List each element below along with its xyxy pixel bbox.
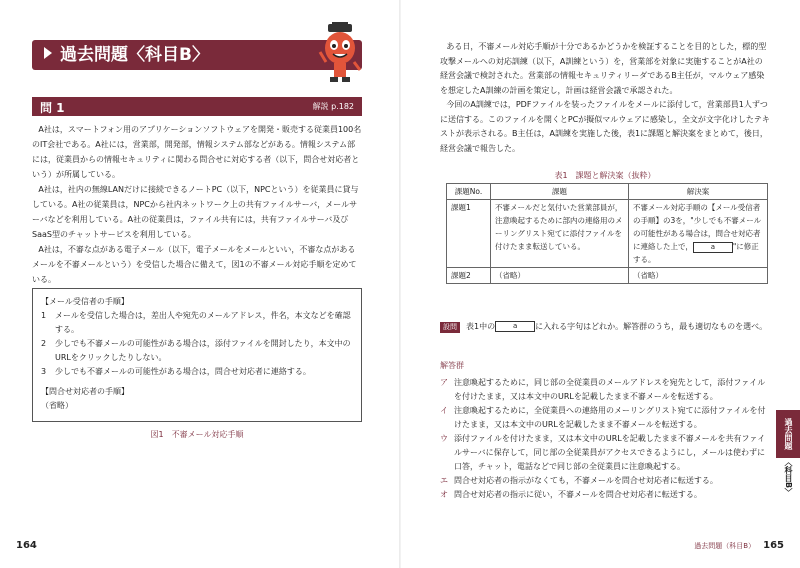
solution-text: "に修正する。 [633,242,759,264]
answer-choices [440,376,770,502]
item-number: 1 [41,311,47,320]
paragraph: ある日，不審メール対応手順が十分であるかどうかを検証することを目的とした，標的型攻撃メールへの対応訓練（以下，A訓練という）を，営業部を対象に実施することがA社の経営会議で検討された。営業部の情報セキュリティリーダであるB主任が，マルウェア感染を想定したA訓練の計画を策定し，計画は経営会議で承認された。 [440,42,767,95]
item-number: 2 [41,339,47,348]
footer-right [694,540,784,551]
column-header: 解決案 [629,184,768,200]
procedure-item [41,337,353,365]
choice-text: 注意喚起するために，同じ部の全従業員のメールアドレスを宛先として，添付ファイルを付けたまま，又は本文中のURLを記載したまま不審メールを転送する。 [454,378,766,401]
prompt-text: 表1中の [466,322,496,331]
item-text: 少しでも不審メールの可能性がある場合は，添付ファイルを開封したり，本文中のURLをクリックしたりしない。 [55,339,351,362]
explanation-reference: 解説 p.182 [312,102,354,111]
page-number-right: 165 [763,540,784,551]
page-gutter [399,0,401,568]
choice-item [440,404,770,432]
choice-text: 問合せ対応者の指示に従い，不審メールを問合せ対応者に転送する。 [454,490,702,499]
choice-item [440,376,770,404]
figure-caption: 図1 不審メール対応手順 [150,430,244,439]
table-cell: 不審メールだと気付いた営業部員が，注意喚起するために部内の連絡用のメーリングリスト宛てに添付ファイルを付けたまま転送している。 [491,200,629,268]
paragraph: A社は，社内の無線LANだけに接続できるノートPC（以下，NPCという）を従業員に貸与している。A社の従業員は，NPCから社内ネットワーク上の共有ファイルサーバ，メールサーバなどを利用している。A社の従業員は，ファイル共有には，共有ファイルサーバ及びSaaS型のチャットサービスを利用している。 [32,185,359,239]
issues-table [446,183,768,284]
triangle-icon [44,47,52,59]
question-prompt [440,320,770,335]
procedure-heading: 【メール受信者の手順】 [41,297,129,306]
paragraph: 今回のA訓練では，PDFファイルを装ったファイルをメールに添付して，営業部員1人ずつに送信する。このファイルを開くとPCが擬似マルウェアに感染し，全文が文字化けしたテキストが表示される。B主任は，A訓練を実施した後，表1に課題と解決案をまとめて，後日，経営会議で報告した。 [440,100,770,153]
choice-key: エ [440,476,448,485]
column-header: 課題No. [447,184,491,200]
page-number-left: 164 [16,540,37,551]
item-text: メールを受信した場合は，差出人や宛先のメールアドレス，件名，本文などを確認する。 [55,311,351,334]
choice-key: オ [440,490,448,499]
paragraph: A社は，不審な点がある電子メール（以下，電子メールをメールといい，不審な点があるメールを不審メールという）を受信した場合に備えて，図1の不審メール対応手順を定めている。 [32,245,357,284]
table-row [447,268,768,284]
chapter-side-tab [776,410,800,497]
table-header-row [447,184,768,200]
solution-text: 不審メール対応手順の【メール受信者の手順】の3を，"少しでも不審メールの可能性がある場合は，問合せ対応者に連絡した上で， [633,203,762,251]
answer-group-label: 解答群 [440,361,464,370]
mascot-icon [318,22,362,84]
choice-text: 注意喚起するために，全従業員への連絡用のメーリングリスト宛てに添付ファイルを付けたまま，又は本文中のURLを記載したまま不審メールを転送する。 [454,406,766,429]
question-header [32,97,362,116]
column-header: 課題 [491,184,629,200]
table-cell: （省略） [491,268,629,284]
choice-item [440,488,770,502]
item-number: 3 [41,367,47,376]
choice-key: ア [440,378,448,387]
choice-item [440,474,770,488]
choice-key: イ [440,406,448,415]
procedure-item [41,309,353,337]
footer-label: 過去問題（科目B） [694,542,756,550]
omitted-text: （省略） [41,401,73,410]
choice-text: 添付ファイルを付けたまま，又は本文中のURLを記載したまま不審メールを共有ファイルサーバに保存して，同じ部の全従業員がアクセスできるようにし，メールは使わずに口答，チャット，電話などで同じ部の全従業員に注意喚起する。 [454,434,766,471]
paragraph: A社は，スマートフォン用のアプリケーションソフトウェアを開発・販売する従業員100名のIT会社である。A社には，営業部，開発部，情報システム部などがある。情報システム部には，従業員からの情報セキュリティに関わる問合せに対応する者（以下，問合せ対応者という）が所属している。 [32,125,362,179]
table-cell: （省略） [629,268,768,284]
choice-item [440,432,770,474]
table-cell: 課題1 [447,200,491,268]
side-tab-label: 過去問題 [776,410,800,458]
section-title: 過去問題〈科目B〉 [60,45,209,65]
question-tag: 設問 [440,322,460,333]
scenario-text [440,40,770,156]
question-number: 問 1 [40,101,65,115]
table-caption: 表1 課題と解決案（抜粋） [554,171,656,180]
procedure-box [32,288,362,422]
procedure-heading: 【問合せ対応者の手順】 [41,387,129,396]
question-body [32,122,362,287]
prompt-text: に入れる字句はどれか。解答群のうち，最も適切なものを選べ。 [535,322,768,331]
blank-box: a [693,242,733,253]
table-cell: 課題2 [447,268,491,284]
blank-box: a [495,321,535,332]
choice-key: ウ [440,434,448,443]
side-tab-sublabel: 〈科目B〉 [784,458,793,497]
table-row [447,200,768,268]
procedure-item [41,365,353,379]
section-title-banner [32,40,362,70]
table-cell [629,200,768,268]
choice-text: 問合せ対応者の指示がなくても，不審メールを問合せ対応者に転送する。 [454,476,718,485]
item-text: 少しでも不審メールの可能性がある場合は，問合せ対応者に連絡する。 [55,367,311,376]
